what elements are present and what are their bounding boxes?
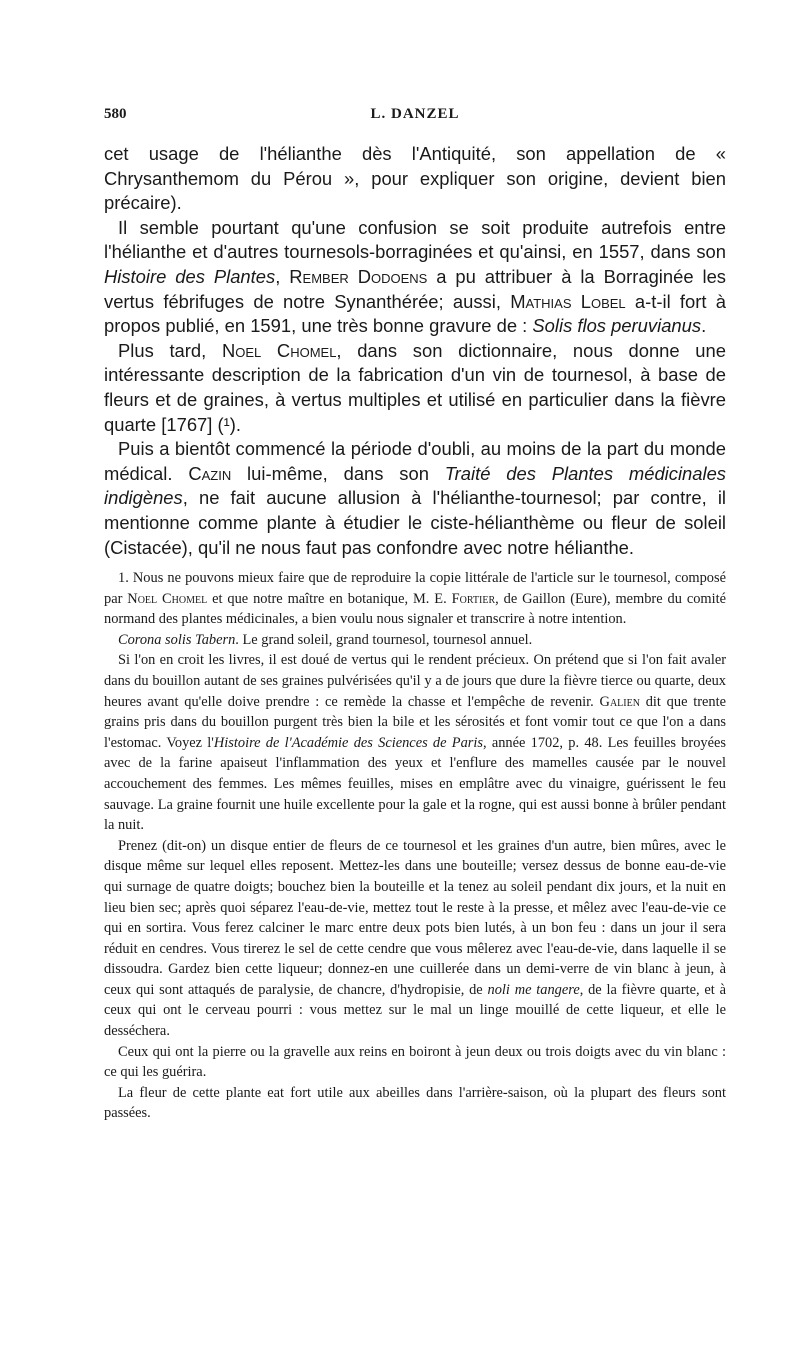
- paragraph-2-text-b: ,: [275, 265, 290, 287]
- paragraph-2-text-a: Il semble pourtant qu'une confusion se soit produite autrefois entre l'hélianthe et d'autres tournesols-borraginées et qu'ainsi, en 1557, dans son: [104, 216, 726, 263]
- footnote-6-text: La fleur de cette plante eat fort utile aux abeilles dans l'arrière-saison, où la plupart des fleurs sont passées.: [104, 1084, 726, 1122]
- paragraph-4-text-b: lui-même, dans son: [231, 462, 445, 484]
- footnote-paragraph-6: [104, 1083, 726, 1124]
- paragraph-4: [104, 437, 726, 560]
- footnote-3-text-b: dit que trente grains pris dans du bouillon purgent très bien la bile et les sérosités et font vomir tout ce que l'on a dans l'estomac. Voyez l': [104, 693, 726, 751]
- footnote-1-text-a: 1. Nous ne pouvons mieux faire que de reproduire la copie littérale de l'article sur le tournesol, composé par: [104, 570, 726, 607]
- book-title-traite: Traité des Plantes médicinales indigènes: [104, 462, 726, 509]
- footnote-4-text-b: , de la fièvre quarte, et à ceux qui ont le cerveau pourri : vous mettez sur le mal un linge mouillé de cette liqueur, et elle le desséchera.: [104, 981, 726, 1040]
- plate-title-solis: Solis flos peruvianus: [532, 315, 702, 337]
- page-header: [104, 106, 726, 128]
- paragraph-3: [104, 339, 726, 437]
- running-title: L. DANZEL: [370, 106, 460, 122]
- footnote-author-fortier: Fortier: [451, 590, 496, 607]
- author-dodoens: Rember Dodoens: [289, 265, 428, 287]
- footnote-latin-term: noli me tangere: [487, 981, 580, 998]
- footnote-4-text-a: Prenez (dit-on) un disque entier de fleurs de ce tournesol et les graines d'un autre, bien mûres, avec le disque même sur lequel elles reposent. Mettez-les dans une bouteille; versez dessus de bonne eau-de-vie qui surnage de quatre doigts; bouchez bien la bouteille et la tenez au soleil pendant dix jours, et la nuit en lieu bien sec; après quoi séparez l'eau-de-vie, mettez tout le reste à la presse, et mêlez avec l'eau-de-vie ce qui en sortira. Vous ferez calciner le marc entre deux pots bien lutés, à un bon feu : dans un jour il sera réduit en cendres. Vous tirerez le sel de cette cendre que vous mêlerez avec l'eau-de-vie, dans laquelle il se dissoudra. Gardez bien cette liqueur; donnez-en une cuillerée dans un demi-verre de vin blanc à jeun, à ceux qui sont attaqués de paralysie, de chancre, d'hydropisie, de: [104, 837, 726, 998]
- paragraph-1-text: cet usage de l'hélianthe dès l'Antiquité, son appellation de « Chrysanthemom du Pérou », pour expliquer son origine, devient bien précaire).: [104, 143, 726, 214]
- paragraph-2: [104, 216, 726, 339]
- page-number: 580: [104, 106, 127, 122]
- footnote-1-text-b: et que notre maître en botanique, M. E.: [207, 590, 452, 607]
- footnote-paragraph-5: [104, 1042, 726, 1083]
- paragraph-1: [104, 142, 726, 216]
- author-cazin: Cazin: [188, 462, 232, 484]
- paragraph-2-text-c: a pu attribuer à la Borraginée les vertus fébrifuges de notre Synanthérée; aussi,: [104, 265, 727, 312]
- footnote-paragraph-4: [104, 836, 726, 1042]
- footnote: [104, 568, 726, 1124]
- author-lobel: Mathias Lobel: [510, 290, 626, 312]
- footnote-2-text: . Le grand soleil, grand tournesol, tournesol annuel.: [235, 631, 533, 648]
- footnote-3-text-a: Si l'on en croit les livres, il est doué de vertus qui le rendent précieux. On prétend que si l'on fait avaler dans du bouillon autant de ses graines pulvérisées qu'il y a de jours que dure la fièvre tierce ou quarte, deux heures avant qu'elle doive prendre : ce remède la chasse et l'empêche de revenir.: [104, 652, 726, 710]
- paragraph-2-text-e: .: [701, 315, 707, 337]
- species-name: Corona solis Tabern: [118, 631, 236, 648]
- book-title-histoire: Histoire des Plantes: [104, 265, 276, 287]
- footnote-5-text: Ceux qui ont la pierre ou la gravelle aux reins en boiront à jeun deux ou trois doigts avec du vin blanc : ce qui les guérira.: [104, 1043, 726, 1081]
- footnote-book-title: Histoire de l'Académie des Sciences de Paris: [213, 734, 483, 751]
- paragraph-4-text-c: , ne fait aucune allusion à l'hélianthe-tournesol; par contre, il mentionne comme plante à étudier le ciste-hélianthème ou fleur de soleil (Cistacée), qu'il ne nous faut pas confondre avec notre hélianthe.: [104, 487, 726, 558]
- footnote-author-galien: Galien: [599, 693, 640, 710]
- paragraph-3-text-b: , dans son dictionnaire, nous donne une intéressante description de la fabrication d'un vin de tournesol, à base de fleurs et de graines, à vertus multiples et utilisé en particulier dans la fièvre quarte [1767] (¹).: [104, 339, 726, 435]
- paragraph-2-text-d: a-t-il fort à propos publié, en 1591, une très bonne gravure de :: [104, 290, 726, 337]
- paragraph-3-text-a: Plus tard,: [118, 339, 222, 361]
- footnote-3-text-c: , année 1702, p. 48. Les feuilles broyées avec de la farine apaiseut l'inflammation des yeux et l'enflure des mamelles causée par le nouvel accouchement des femmes. Les mêmes feuilles, mises en emplâtre avec du vinaigre, guérissent le feu sauvage. La graine fournit une huile excellente pour la gale et la rogne, qui est aussi bonne à brûler pendant la nuit.: [104, 734, 726, 834]
- author-chomel: Noel Chomel: [221, 339, 337, 361]
- footnote-paragraph-3: [104, 650, 726, 835]
- footnote-paragraph-1: [104, 568, 726, 630]
- footnote-author-chomel: Noel Chomel: [127, 590, 208, 607]
- footnote-1-text-c: , de Gaillon (Eure), membre du comité normand des plantes médicinales, a bien voulu nous signaler et transcrire à notre intention.: [104, 590, 726, 628]
- footnote-paragraph-2: [104, 630, 726, 651]
- paragraph-4-text-a: Puis a bientôt commencé la période d'oubli, au moins de la part du monde médical.: [104, 438, 726, 484]
- main-text: [104, 142, 726, 560]
